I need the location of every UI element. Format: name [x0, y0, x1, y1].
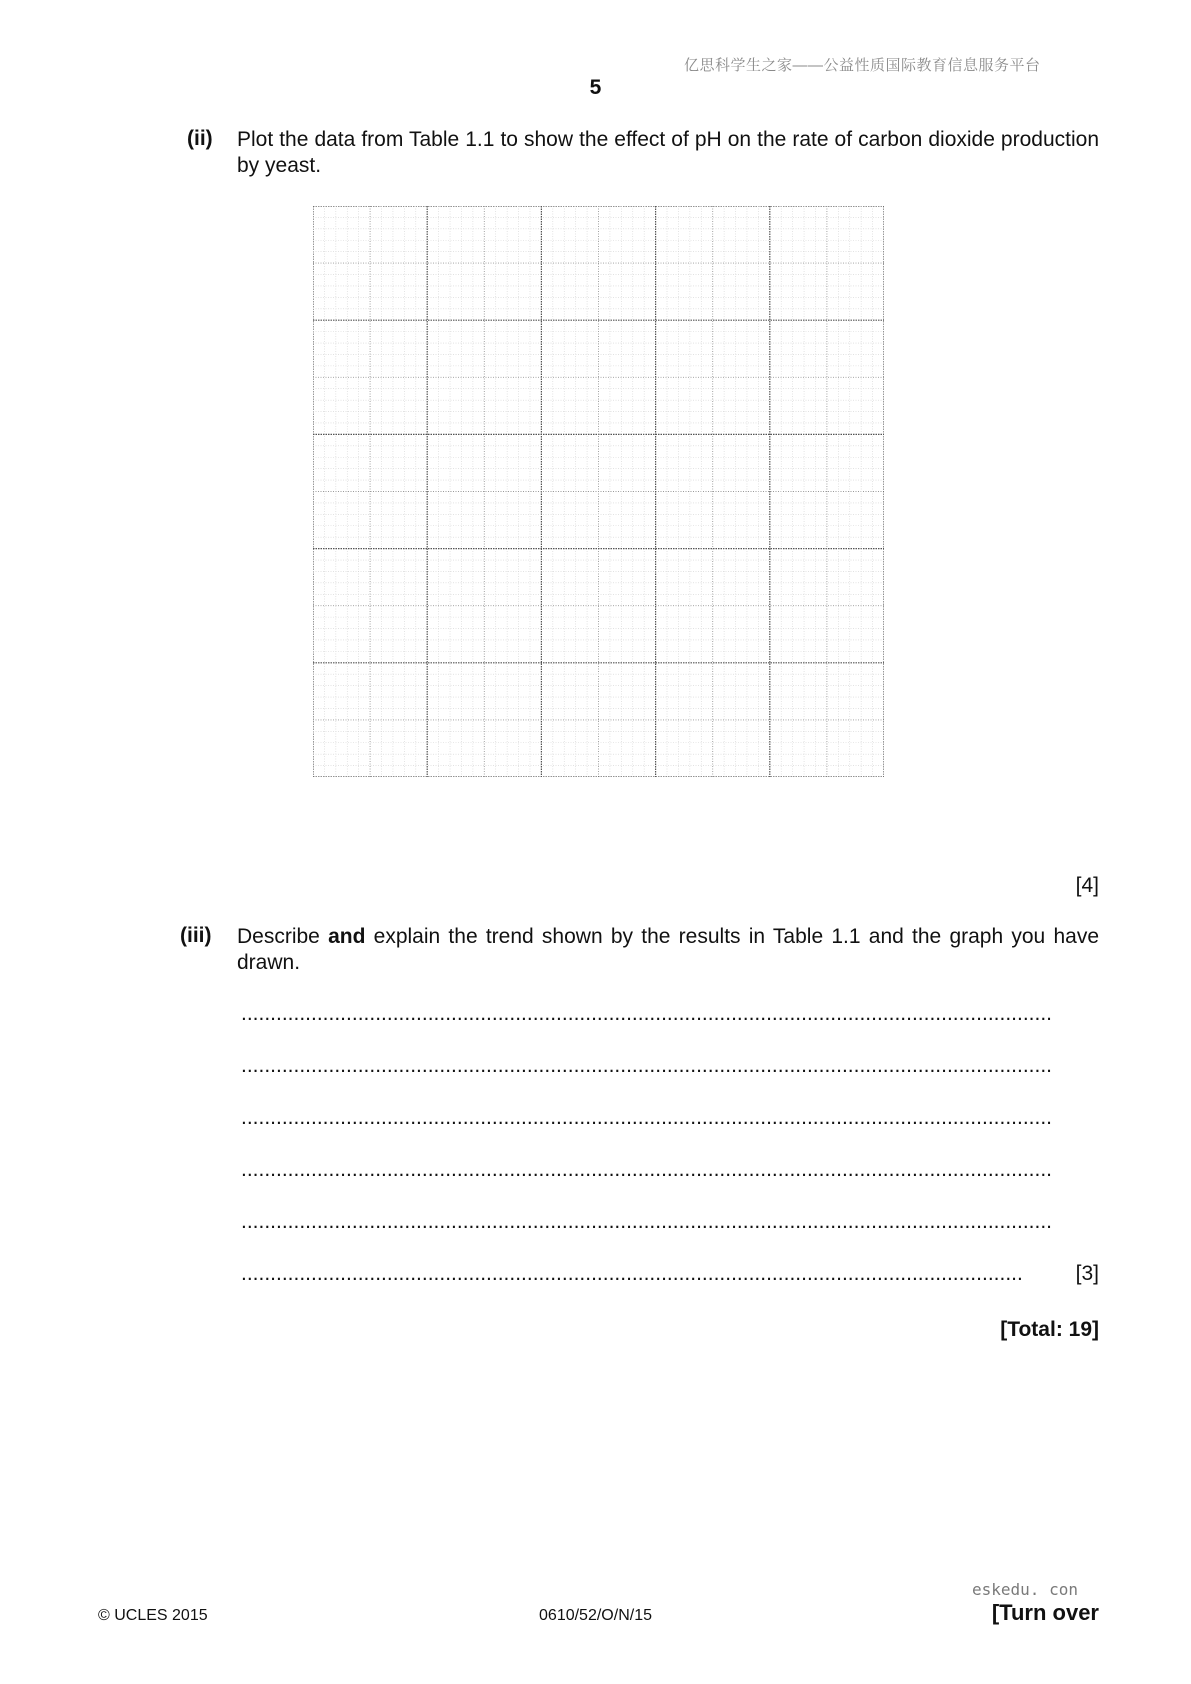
- question-iii-text-bold: and: [328, 925, 366, 948]
- question-ii-marks: [4]: [1075, 874, 1099, 897]
- page-number: 5: [589, 76, 602, 99]
- header-watermark: 亿思科学生之家——公益性质国际教育信息服务平台: [684, 57, 1041, 74]
- answer-line-3[interactable]: ...........................................................................................................................................: [241, 1106, 1052, 1129]
- question-ii-label: (ii): [187, 127, 213, 150]
- graph-grid[interactable]: [313, 206, 884, 777]
- footer-code: 0610/52/O/N/15: [539, 1607, 652, 1624]
- footer-watermark: eskedu. con: [972, 1580, 1078, 1599]
- total-marks: [Total: 19]: [1000, 1318, 1099, 1341]
- question-iii-text: [237, 924, 1099, 976]
- answer-line-1[interactable]: ...........................................................................................................................................: [241, 1002, 1052, 1025]
- question-iii-text-after: explain the trend shown by the results in Table 1.1 and the graph you have drawn.: [237, 925, 1100, 974]
- footer-turn-over: [Turn over: [991, 1600, 1099, 1625]
- question-iii-label: (iii): [180, 924, 212, 947]
- answer-line-2[interactable]: ...........................................................................................................................................: [241, 1054, 1052, 1077]
- answer-line-4[interactable]: ...........................................................................................................................................: [241, 1158, 1052, 1181]
- answer-line-6[interactable]: ......................................................................................................................................: [241, 1262, 1023, 1285]
- question-iii-marks: [3]: [1075, 1262, 1099, 1285]
- answer-line-5[interactable]: ...........................................................................................................................................: [241, 1210, 1052, 1233]
- graph-paper[interactable]: [313, 206, 884, 777]
- question-iii-text-before: Describe: [237, 925, 329, 948]
- answer-line-6-row: [241, 1262, 1099, 1286]
- footer-copyright: © UCLES 2015: [98, 1607, 208, 1624]
- question-ii-text: Plot the data from Table 1.1 to show the effect of pH on the rate of carbon dioxide production by yeast.: [237, 128, 1099, 177]
